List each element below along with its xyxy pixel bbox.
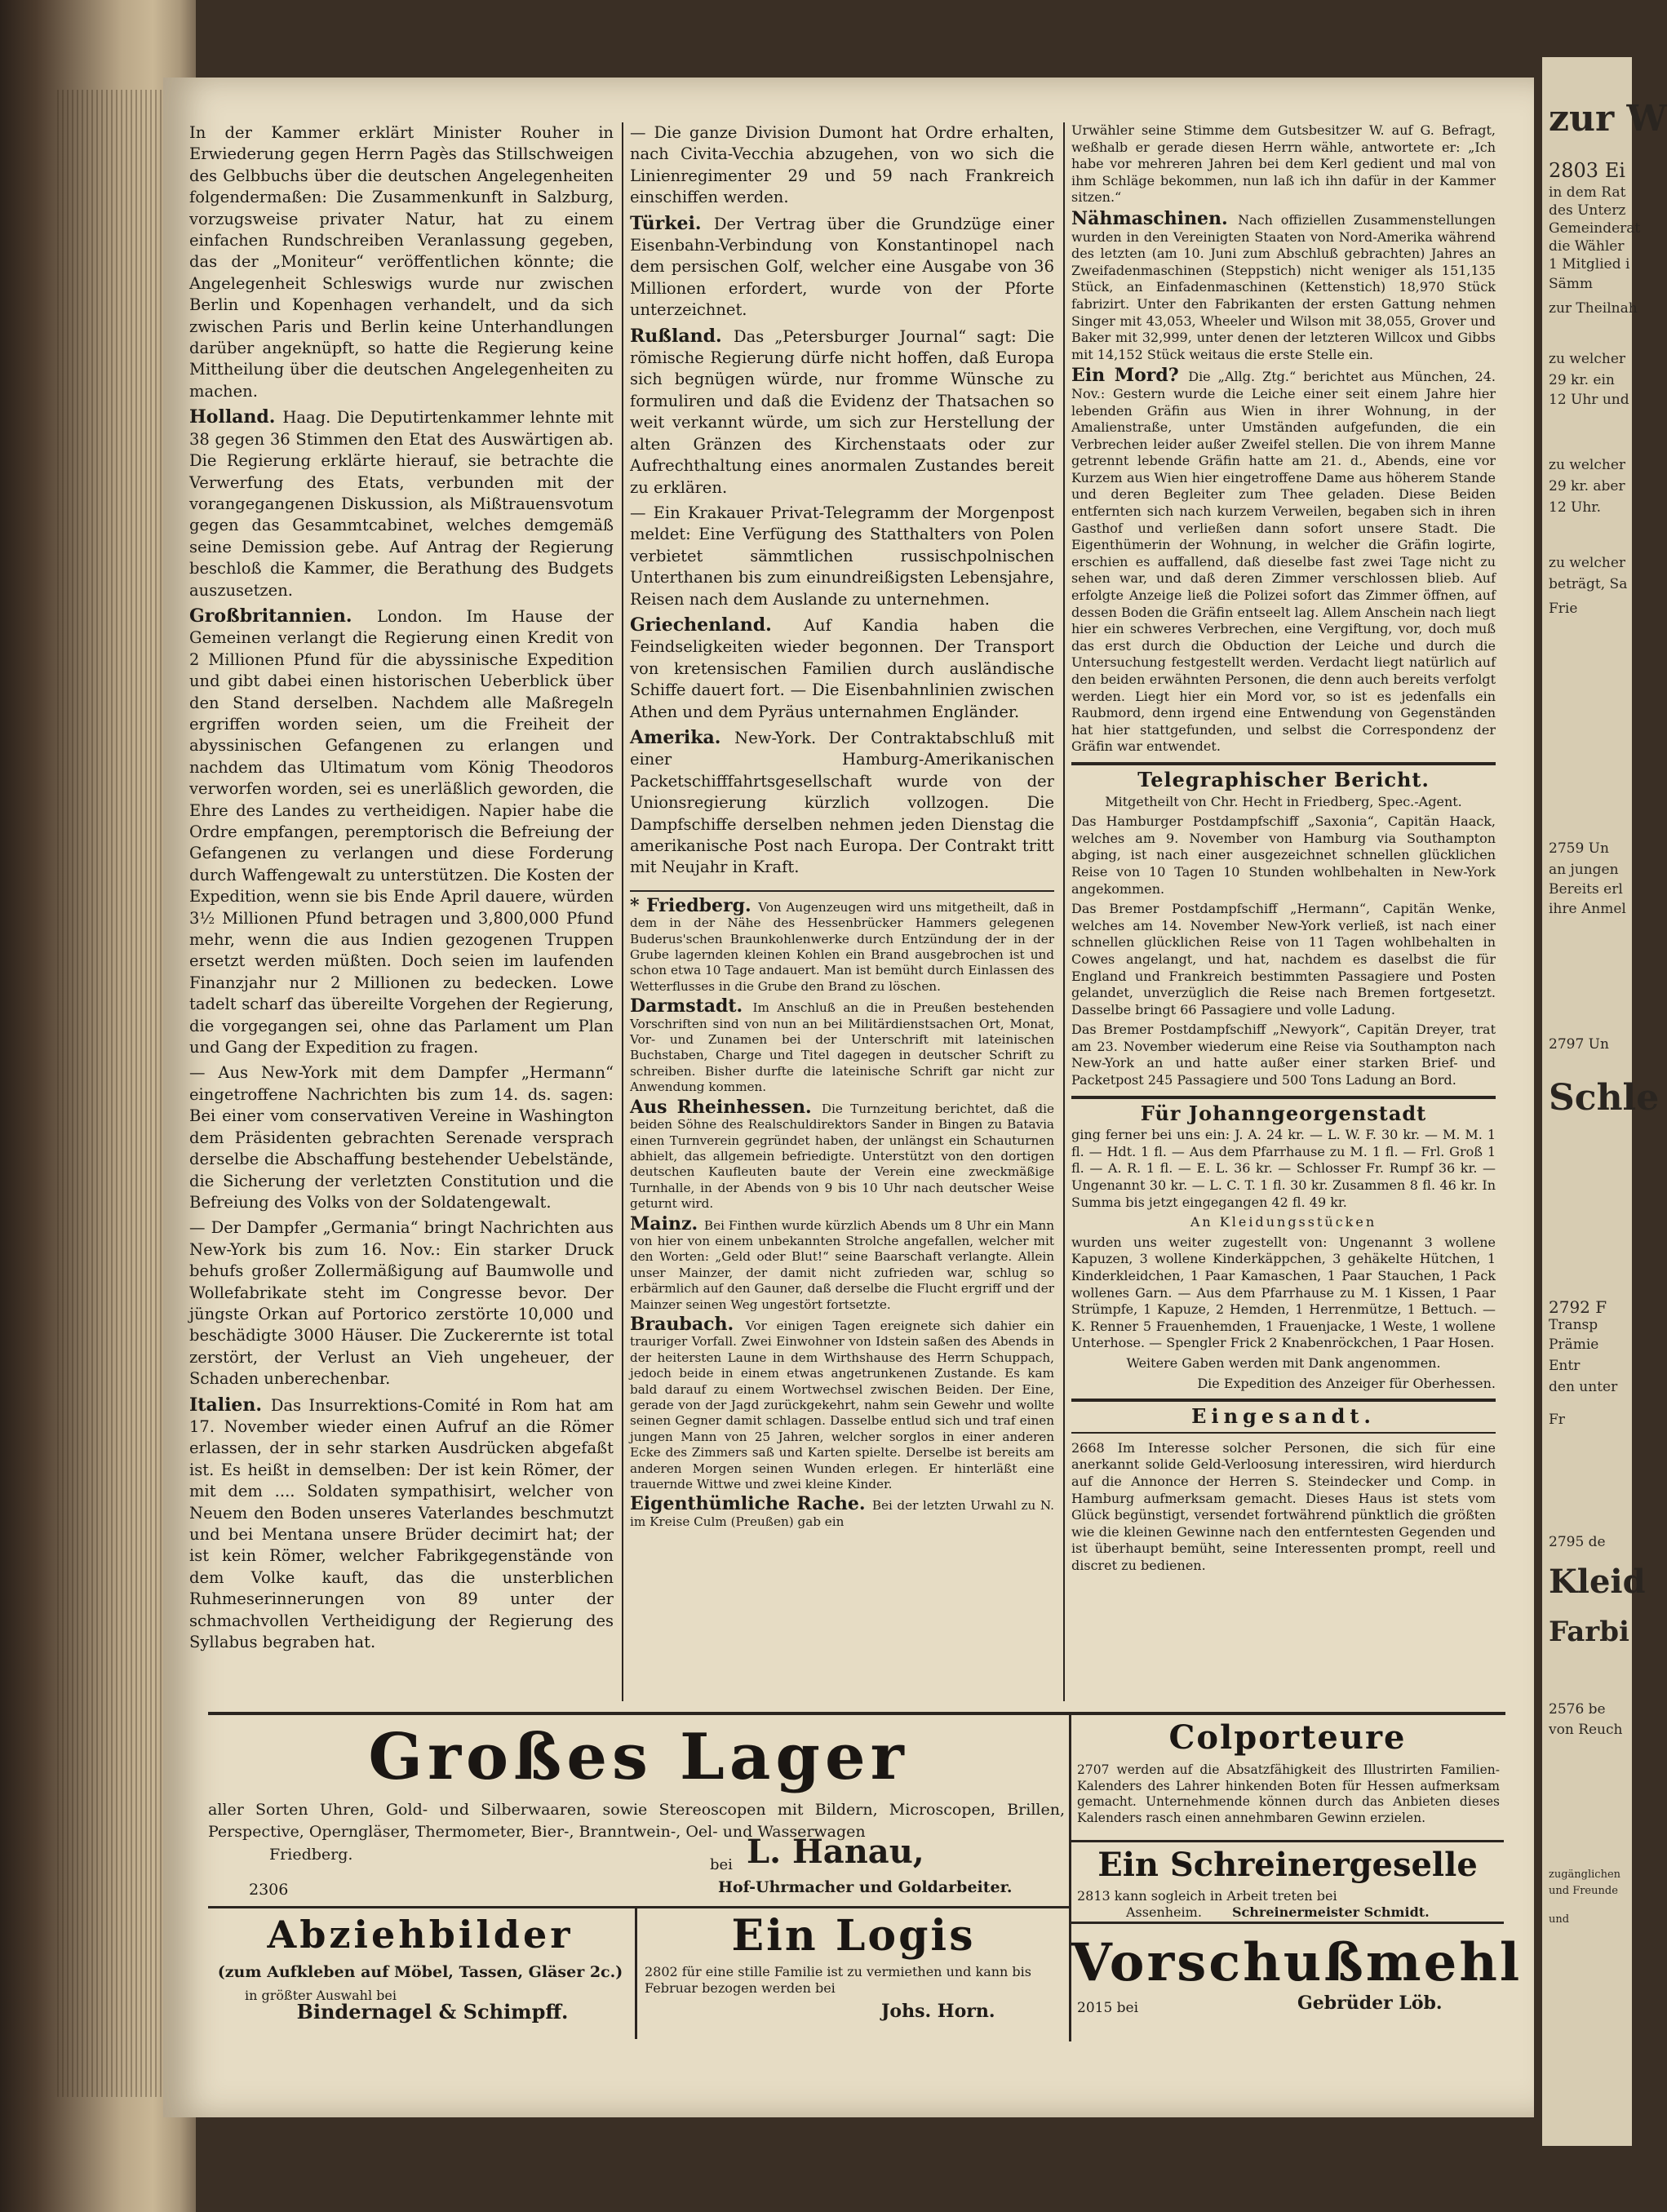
- article-heading: Aus Rheinhessen.: [630, 1096, 822, 1118]
- article-paragraph: [189, 406, 614, 601]
- facing-page-fragment: 2576 be: [1549, 1701, 1606, 1718]
- rule-eingesandt-2: [1071, 1432, 1496, 1434]
- report-paragraph: Die Expedition des Anzeiger für Oberhessen.: [1197, 1375, 1496, 1391]
- column-3: [1071, 122, 1496, 1575]
- eingesandt-title: Eingesandt.: [1191, 1404, 1376, 1429]
- article-heading: Italien.: [189, 1394, 271, 1416]
- article-text: — Aus New-York mit dem Dampfer „Hermann“ eingetroffene Nachrichten bis zum 14. ds. sagen: Bei einer vom conservativen Vereine in Washington dem Präsidenten gebrachten Serenade versprach derselbe die Abschaffung bestehender Uebelstände, die Sicherung der verletzten Constitution und die Befreiung des Volks von der Soldatengewalt.: [189, 1063, 614, 1212]
- article-heading: Darmstadt.: [630, 995, 753, 1017]
- ad-lager-sub: Hof-Uhrmacher und Goldarbeiter.: [718, 1878, 1013, 1896]
- facing-page-fragment: die Wähler: [1549, 238, 1625, 255]
- article-paragraph: [630, 326, 1054, 499]
- facing-page-fragment: an jungen: [1549, 862, 1619, 878]
- column-2-news: [630, 122, 1054, 879]
- column-2-local-news: [630, 894, 1054, 1530]
- article-text: Der Vertrag über die Grundzüge einer Eisenbahn-Verbindung von Konstantinopel nach dem persischen Golf, welcher eine Ausgabe von 36 Millionen erfordert, wurde von der Pforte unterzeichnet.: [630, 214, 1054, 320]
- facing-page-fragment: Prämie: [1549, 1337, 1599, 1353]
- rule-johann: [1071, 1096, 1496, 1099]
- ad-vor-name: Gebrüder Löb.: [1297, 1993, 1443, 2014]
- facing-page-fragment: den unter: [1549, 1379, 1618, 1395]
- article-heading: Ein Mord?: [1071, 365, 1189, 387]
- article-paragraph: [630, 614, 1054, 723]
- article-paragraph: [630, 1493, 1054, 1530]
- article-paragraph: [1071, 207, 1496, 363]
- ad-vor-num: 2015 bei: [1077, 2000, 1139, 2016]
- column-divider-1: [622, 122, 623, 1701]
- facing-page-fragment: Kleid: [1549, 1563, 1646, 1601]
- ad-lager-bei: bei: [710, 1856, 733, 1873]
- article-text: London. Im Hause der Gemeinen verlangt die Regierung einen Kredit von 2 Millionen Pfund für die abyssinische Expedition und gibt dabei einen historischen Ueberblick über den Stand derselben. Nachdem alle Maßregeln ergriffen worden seien, um die Freiheit der abyssinischen Gefangenen zu erlangen und nachdem das Ultimatum vom König Theodoros verworfen worden, sei es unerläßlich geworden, die Ehre des Landes zu vertheidigen. Napier habe die Ordre empfangen, peremptorisch die Befreiung der Gefangenen zu verlangen und diese Forderung durch Waffengewalt zu unterstützen. Die Kosten der Expedition, wenn sie bis Ende April dauere, würden 3½ Millionen Pfund betragen und 3,800,000 Pfund mehr, wenn die aus Indien gezogenen Truppen ersetzt werden müßten. Doch seien im laufenden Finanzjahr nur 2 Millionen zu bedecken. Lowe tadelt scharf das übereilte Vorgehen der Regierung, die vorgegangen sei, ohne das Parlament um Plan und Gang der Expedition zu fragen.: [189, 606, 614, 1057]
- article-paragraph: [630, 894, 1054, 995]
- article-text: — Der Dampfer „Germania“ bringt Nachrichten aus New-York bis zum 16. Nov.: Ein starker Druck behufs großer Zollermäßigung auf Baumwolle und Wollefabrikate steht im Congresse bevor. Der jüngste Orkan auf Portorico zerstörte 10,000 und beschädigte 3000 Häuser. Die Zuckerernte ist total zerstört, der Verlust an Vieh ungeheuer, der Schaden unberechenbar.: [189, 1218, 614, 1389]
- facing-page-fragment: 2792 F: [1549, 1297, 1607, 1317]
- report-paragraph: wurden uns weiter zugestellt von: Ungenannt 3 wollene Kapuzen, 3 wollene Kinderkäppchen, 3 gehäkelte Hütchen, 1 Kinderkleidchen, 1 Paar Kamaschen, 1 Paar Stauchen, 1 Pack wollenes Garn. — Aus dem Pfarrhause zu M. 1 Kissen, 1 Paar Strümpfe, 1 Kapuze, 2 Hemden, 1 Herrenmütze, 1 Bettuch. — K. Renner 5 Frauenhemden, 1 Frauenjacke, 1 Weste, 1 wollene Unterhose. — Spengler Frick 2 Knabenröckchen, 1 Paar Hosen.: [1071, 1234, 1496, 1351]
- facing-page-fragment: Bereits erl: [1549, 881, 1623, 898]
- article-text: In der Kammer erklärt Minister Rouher in Erwiederung gegen Herrn Pagès das Stillschweigen des Gelbbuchs über die deutschen Angelegenheiten folgendermaßen: Die Zusammenkunft in Salzburg, vorzugsweise privater Natur, hat zu einem einfachen Rundschreiben Veranlassung gegeben, das der „Moniteur“ veröffentlichen könnte; die Angelegenheit Schleswigs wurde nur zwischen Berlin und Kopenhagen verhandelt, und da sich zwischen Paris und Berlin keine Unterhandlungen darüber angeknüpft, so hatte die Regierung keine Mittheilung über die deutschen Angelegenheiten zu machen.: [189, 123, 614, 401]
- facing-page-fragment: zu welcher: [1549, 457, 1626, 473]
- ad-lager-num: 2306: [249, 1881, 289, 1899]
- facing-page-fragment: des Unterz: [1549, 202, 1626, 219]
- article-paragraph: [1071, 367, 1496, 756]
- article-paragraph: [189, 605, 614, 1059]
- article-paragraph: [189, 122, 614, 402]
- page-edges: [57, 90, 180, 2097]
- article-heading: Eigenthümliche Rache.: [630, 1493, 872, 1515]
- article-text: Das „Petersburger Journal“ sagt: Die römische Regierung dürfe nicht hoffen, daß Europa sich begnügen würde, nur fromme Wünsche zu formuliren und daß die Evidenz der Thatsachen so weit verkannt würde, um sich zur Herstellung der alten Gränzen des Kirchenstaats oder zur Aufrechthaltung eines anormalen Zustandes bereit zu erklären.: [630, 326, 1054, 497]
- article-text: Bei der letzten Urwahl zu N. im Kreise Culm (Preußen) gab ein: [630, 1498, 1054, 1529]
- article-paragraph: [630, 122, 1054, 209]
- article-text: Von Augenzeugen wird uns mitgetheilt, daß in dem in der Nähe des Hessenbrücker Hammers gelegenen Buderus'schen Braunkohlenwerke durch Entzündung der in der Grube lagernden kleinen Kohlen ein Brand ausgebrochen ist und schon etwa 10 Tage andauert. Man ist bemüht durch Einlassen des Wetterflusses in die Grube den Brand zu löschen.: [630, 899, 1054, 994]
- article-heading: Türkei.: [630, 212, 714, 234]
- article-text: Die Turnzeitung berichtet, daß die beiden Söhne des Realschuldirektors Sander in Bingen zu Batavia einen Turnverein gegründet haben, der unlängst ein Schauturnen abhielt, das allgemein befriedigte. Unterstützt von den dortigen deutschen Kaufleuten baute der Verein eine zweckmäßige Turnhalle, in der Abends von 9 bis 10 Uhr nach deutscher Weise geturnt wird.: [630, 1101, 1054, 1212]
- article-text: Vor einigen Tagen ereignete sich dahier ein trauriger Vorfall. Zwei Einwohner von Idstein saßen des Abends in der heitersten Laune in dem Wirthshause des Herrn Schuppach, jedoch beide in einem etwas angetrunkenen Zustande. Es kam bald darauf zu einem Wortwechsel zwischen Beiden. Der Eine, gerade von der Jagd zurückgekehrt, nahm sein Gewehr und wollte seinen Gegner damit schlagen. Dasselbe entlud sich und traf einen jungen Mann von 25 Jahren, welcher sorglos in einer anderen Ecke des Zimmers saß und Karten spielte. Derselbe ist bereits am anderen Morgen seinen Wunden erlegen. Er hinterläßt eine trauernde Wittwe und zwei kleine Kinder.: [630, 1318, 1054, 1492]
- article-paragraph: [630, 1212, 1054, 1313]
- johann-paras: [1071, 1127, 1496, 1392]
- facing-page-fragment: Fr: [1549, 1412, 1565, 1428]
- telegraph-paras: [1071, 813, 1496, 1089]
- facing-page-fragment: zur W: [1549, 98, 1667, 140]
- ad-schrein-title: Ein Schreinergeselle: [1097, 1846, 1478, 1884]
- facing-page-fragment: 2803 Ei: [1549, 159, 1625, 182]
- ad-lager-text: aller Sorten Uhren, Gold- und Silberwaaren, sowie Stereoscopen mit Bildern, Microscopen, Brillen, Perspective, Operngläser, Thermometer, Bier-, Branntwein-, Oel- und Wasserwagen: [208, 1801, 1065, 1841]
- ad-colp-text: 2707 werden auf die Absatzfähigkeit des Illustrirten Familien-Kalenders des Lahrer hinkenden Boten für Hessen aufmerksam gemacht. Unternehmende können durch das Anbieten dieses Kalenders rasch einen annehmbaren Gewinn erzielen.: [1077, 1762, 1500, 1825]
- column-2: [630, 122, 1054, 1534]
- ad-lager-title: Großes Lager: [368, 1720, 909, 1794]
- facing-page-fragment: 1 Mitglied i: [1549, 256, 1630, 273]
- rule-telegraph: [1071, 762, 1496, 765]
- facing-page-fragment: Farbi: [1549, 1616, 1629, 1648]
- article-heading: Nähmaschinen.: [1071, 207, 1239, 229]
- report-paragraph: Das Hamburger Postdampfschiff „Saxonia“, Capitän Haack, welches am 9. November von Hamburg via Southampton abging, ist nach einer ausgezeichnet schnellen glücklichen Reise von 10 Tagen 10 Stunden wohlbehalten in New-York angekommen.: [1071, 813, 1496, 897]
- article-paragraph: [630, 1096, 1054, 1212]
- facing-page-fragment: 12 Uhr und: [1549, 392, 1629, 408]
- ad-schrein-sign: Schreinermeister Schmidt.: [1232, 1904, 1430, 1920]
- report-paragraph: Das Bremer Postdampfschiff „Hermann“, Capitän Wenke, welches am 14. November New-York verließ, ist nach einer schnellen glücklichen Reise von 11 Tagen wohlbehalten in Cowes angelangt, und hat, nachdem es daselbst die für England und Frankreich bestimmten Passagiere und Posten gelandet, unverzüglich die Reise nach Bremen fortgesetzt. Dasselbe bringt 66 Passagiere und volle Ladung.: [1071, 901, 1496, 1017]
- facing-page-fragment: Frie: [1549, 601, 1578, 617]
- article-text: Bei Finthen wurde kürzlich Abends um 8 Uhr ein Mann von hier von einem unbekannten Strolche angefallen, welcher mit den Worten: „Geld oder Blut!“ seine Baarschaft verlangte. Allein unser Mainzer, der damit nicht zufrieden war, schlug so erbärmlich auf den Gauner, daß derselbe die Flucht ergriff und der Mainzer seinen Weg ungestört fortsetzte.: [630, 1217, 1054, 1312]
- article-paragraph: [630, 727, 1054, 879]
- article-text: Urwähler seine Stimme dem Gutsbesitzer W. auf G. Befragt, weßhalb er gerade diesen Herrn wähle, antwortete er: „Ich habe vor mehreren Jahren bei dem Kerl gedient und mal von ihm Schläge bekommen, nun laß ich ihn dafür in der Kammer sitzen.“: [1071, 122, 1496, 206]
- article-text: Das Insurrektions-Comité in Rom hat am 17. November wieder einen Aufruf an die Römer erlassen, der in sehr starken Ausdrücken abgefaßt ist. Es heißt in demselben: Der ist kein Römer, der mit dem .... Soldaten sympathisirt, welcher von Neuem den Boden unseres Vaterlandes beschmutzt und bei Mentana unsere Brüder decimirt hat; der ist kein Römer, welcher Fabrikgegenstände von dem Volke kauft, das die unsterblichen Ruhmeserinnerungen von 89 unter der schmachvollen Vertheidigung der Regierung des Syllabus begraben hat.: [189, 1395, 614, 1652]
- article-text: Nach offiziellen Zusammenstellungen wurden in den Vereinigten Staaten von Nord-Amerika während des letzten (am 10. Juni zum Abschluß gebrachten) Jahres an Zweifadenmaschinen (Steppstich) nicht weniger als 151,135 Stück, an Einfadenmaschinen (Kettenstich) 18,970 Stück fabrizirt. Unter den Fabrikanten der ersten Gattung nehmen Singer mit 43,053, Wheeler und Wilson mit 38,055, Grover und Baker mit 32,999, unter denen der letzteren Willcox und Gibbs mit 14,152 Stück weitaus die erste Stelle ein.: [1071, 211, 1496, 362]
- article-heading: Braubach.: [630, 1313, 746, 1335]
- article-heading: Amerika.: [630, 726, 735, 748]
- facing-page-fragment: Gemeinderat: [1549, 220, 1641, 237]
- report-paragraph: Das Bremer Postdampfschiff „Newyork“, Capitän Dreyer, trat am 23. November wiederum eine Reise via Southampton nach New-York an und hatte außer einer starken Brief- und Packetpost 245 Passagiere und 500 Tons Ladung an Bord.: [1071, 1022, 1496, 1088]
- facing-page-fragment: 12 Uhr.: [1549, 499, 1601, 516]
- facing-page-fragment: beträgt, Sa: [1549, 576, 1628, 592]
- article-text: — Ein Krakauer Privat-Telegramm der Morgenpost meldet: Eine Verfügung des Statthalters von Polen verbietet sämmtlichen russischpolnischen Unterthanen bis zum einundreißigsten Lebensjahre, Reisen nach dem Auslande zu unternehmen.: [630, 503, 1054, 609]
- facing-page-fragment: Schle: [1549, 1077, 1660, 1119]
- facing-page-fragment: 2759 Un: [1549, 840, 1609, 857]
- article-heading: Holland.: [189, 406, 283, 428]
- johann-title: Für Johanngeorgenstadt: [1140, 1101, 1427, 1125]
- telegraph-subtitle: Mitgetheilt von Chr. Hecht in Friedberg, Spec.-Agent.: [1105, 793, 1462, 809]
- article-text: Im Anschluß an die in Preußen bestehenden Vorschriften sind von nun an bei Militärdienstsachen Ort, Monat, Vor- und Zunamen bei der Unterschrift mit lateinischen Buchstaben, Charge und Titel dagegen in deutscher Schrift zu schreiben. Bisher durfte die lateinische Schrift gar nicht zur Anwendung kommen.: [630, 1000, 1054, 1095]
- facing-page-fragment: zugänglichen: [1549, 1868, 1621, 1881]
- ad-schrein-place: Assenheim.: [1126, 1904, 1202, 1920]
- article-paragraph: [189, 1217, 614, 1390]
- facing-page-fragment: und: [1549, 1913, 1570, 1926]
- ad-abz-name: Bindernagel & Schimpff.: [296, 2000, 569, 2024]
- facing-page-fragment: Sämm: [1549, 276, 1594, 292]
- ad-abz-text: (zum Aufkleben auf Möbel, Tassen, Gläser 2c.): [217, 1963, 623, 1981]
- article-paragraph: [630, 213, 1054, 321]
- column-1: [189, 122, 614, 1657]
- article-text: Auf Kandia haben die Feindseligkeiten wieder begonnen. Der Transport von kretensischen Familien durch ausländische Schiffe dauert fort. — Die Eisenbahnlinien zwischen Athen und dem Pyräus unternahmen Engländer.: [630, 615, 1054, 721]
- column-3-news: [1071, 122, 1496, 756]
- article-heading: Griechenland.: [630, 614, 804, 636]
- article-paragraph: [189, 1062, 614, 1213]
- report-paragraph: ging ferner bei uns ein: J. A. 24 kr. — L. W. F. 30 kr. — M. M. 1 fl. — Hdt. 1 fl. — Aus dem Pfarrhause zu M. 1 fl. — Frl. Groß 1 fl. — A. R. 1 fl. — E. L. 36 kr. — Schlosser Fr. Rumpf 36 kr. — Ungenannt 30 kr. — L. C. T. 1 fl. 30 kr. Zusammen 8 fl. 46 kr. In Summa bis jetzt eingegangen 42 fl. 49 kr.: [1071, 1127, 1496, 1210]
- facing-page-fragment: Entr: [1549, 1358, 1581, 1374]
- facing-page-fragment: zu welcher: [1549, 555, 1626, 571]
- article-text: — Die ganze Division Dumont hat Ordre erhalten, nach Civita-Vecchia abzugehen, von wo sich die Linienregimenter 29 und 59 nach Frankreich einschiffen werden.: [630, 123, 1054, 207]
- eingesandt-text: 2668 Im Interesse solcher Personen, die sich für eine anerkannt solide Geld-Verloosung interessiren, wird hierdurch auf die Annonce der Herren S. Steindecker und Comp. in Hamburg aufmerksam gemacht. Dieses Haus ist stets vom Glück begünstigt, versendet fortwährend pünktlich die größten wie die kleinen Gewinne nach den entferntesten Gegenden und ist überhaupt bemüht, seine Interessenten prompt, reell und discret zu bedienen.: [1071, 1439, 1496, 1573]
- ads-mid-rule: [208, 1906, 1069, 1908]
- facing-page-fragment: 2795 de: [1549, 1534, 1606, 1550]
- ad-schrein-text: 2813 kann sogleich in Arbeit treten bei: [1077, 1888, 1337, 1904]
- article-paragraph: [630, 1313, 1054, 1492]
- report-paragraph: Weitere Gaben werden mit Dank angenommen.: [1126, 1354, 1441, 1371]
- facing-page-fragment: 2797 Un: [1549, 1036, 1609, 1053]
- article-heading: Mainz.: [630, 1212, 704, 1235]
- ad-logis-title: Ein Logis: [731, 1911, 976, 1961]
- article-text: New-York. Der Contraktabschluß mit einer Hamburg-Amerikanischen Packetschifffahrtsgesellschaft wurde von der Unionsregierung kürzlich vollzogen. Die Dampfschiffe derselben nehmen jeden Dienstag die amerikanische Post nach Europa. Der Contrakt tritt mit Neujahr in Kraft.: [630, 728, 1054, 877]
- facing-page-fragment: Transp: [1549, 1317, 1598, 1333]
- article-heading: Rußland.: [630, 325, 734, 347]
- telegraph-title: Telegraphischer Bericht.: [1137, 767, 1430, 791]
- ads-top-rule: [208, 1712, 1505, 1715]
- facing-page-fragment: zu welcher: [1549, 351, 1626, 367]
- article-heading: * Friedberg.: [630, 894, 759, 916]
- column-2-rule: [630, 890, 1054, 892]
- column-divider-2: [1063, 122, 1065, 1701]
- article-heading: Großbritannien.: [189, 605, 378, 627]
- rule-eingesandt: [1071, 1399, 1496, 1402]
- ad-lager-place: Friedberg.: [269, 1846, 353, 1864]
- facing-page: [1542, 57, 1667, 2146]
- facing-page-fragment: zur Theilnah: [1549, 300, 1638, 317]
- facing-page-fragment: ihre Anmel: [1549, 901, 1626, 917]
- ad-abz-title: Abziehbilder: [267, 1913, 574, 1957]
- ad-lager-name: L. Hanau,: [747, 1833, 924, 1871]
- article-paragraph: [1071, 122, 1496, 206]
- ad-logis-text: 2802 für eine stille Familie ist zu vermiethen und kann bis Februar bezogen werden bei: [645, 1964, 1031, 1996]
- article-paragraph: [630, 995, 1054, 1095]
- facing-page-fragment: von Reuch: [1549, 1722, 1623, 1738]
- facing-page-fragment: 29 kr. aber: [1549, 478, 1625, 494]
- ad-colp-title: Colporteure: [1168, 1718, 1407, 1757]
- article-text: Die „Allg. Ztg.“ berichtet aus München, 24. Nov.: Gestern wurde die Leiche einer seit einem Jahre hier lebenden Gräfin aus Wien in ihrer Wohnung, in der Amalienstraße, unter Umständen aufgefunden, die ein Verbrechen leider außer Zweifel stellen. Die von ihrem Manne getrennt lebende Gräfin hatte am 21. d., Abends, eine vor Kurzem aus Wien hier eingetroffene Dame aus höherem Stande und deren Begleiter zum Thee geladen. Diese Beiden entfernten sich nach kurzem Verweilen, begaben sich in ihren Gasthof und verließen dann sofort unsere Stadt. Die Eigenthümerin der Wohnung, in welcher die Gräfin logirte, erschien es auffallend, daß dieselbe fast zwei Tage nicht zu sehen war, und daß deren Zimmer verschlossen blieb. Auf erfolgte Anzeige ließ die Polizei sofort das Zimmer öffnen, auf dessen Boden die Gräfin entseelt lag. Allem Anschein nach liegt hier ein schweres Verbrechen, eine Vergiftung, vor, doch muß das erst durch die Obduction der Leiche und durch die Untersuchung festgestellt werden. Verdacht liegt natürlich auf den beiden erwähnten Personen, die denn auch bereits verfolgt werden. Liegt hier ein Mord vor, so ist es jedenfalls ein Raubmord, denn irgend eine Entwendung von Gegenständen hat hier stattgefunden, und selbst die Correspondenz der Gräfin war entwendet.: [1071, 369, 1496, 755]
- ad-vor-title: Vorschußmehl: [1071, 1932, 1523, 1993]
- ads-right-rule-1: [1071, 1840, 1504, 1842]
- facing-page-fragment: und Freunde: [1549, 1885, 1618, 1897]
- article-paragraph: [189, 1394, 614, 1654]
- article-paragraph: [630, 503, 1054, 610]
- facing-page-fragment: in dem Rat: [1549, 184, 1626, 201]
- article-text: Haag. Die Deputirtenkammer lehnte mit 38 gegen 36 Stimmen den Etat des Auswärtigen ab. Die Regierung erklärte hierauf, sie betrachte die Verwerfung des Etats, verbunden mit der vorangegangenen Diskussion, als Mißtrauensvotum gegen das Gesammtcabinet, welches demgemäß seine Demission gebe. Auf Antrag der Regierung beschloß die Kammer, die Berathung des Budgets auszusetzen.: [189, 408, 614, 600]
- facing-page-fragment: 29 kr. ein: [1549, 372, 1615, 388]
- report-paragraph: An Kleidungsstücken: [1190, 1214, 1377, 1230]
- ad-logis-name: Johs. Horn.: [881, 2001, 995, 2022]
- ad-abz-sub: in größter Auswahl bei: [245, 1988, 397, 2003]
